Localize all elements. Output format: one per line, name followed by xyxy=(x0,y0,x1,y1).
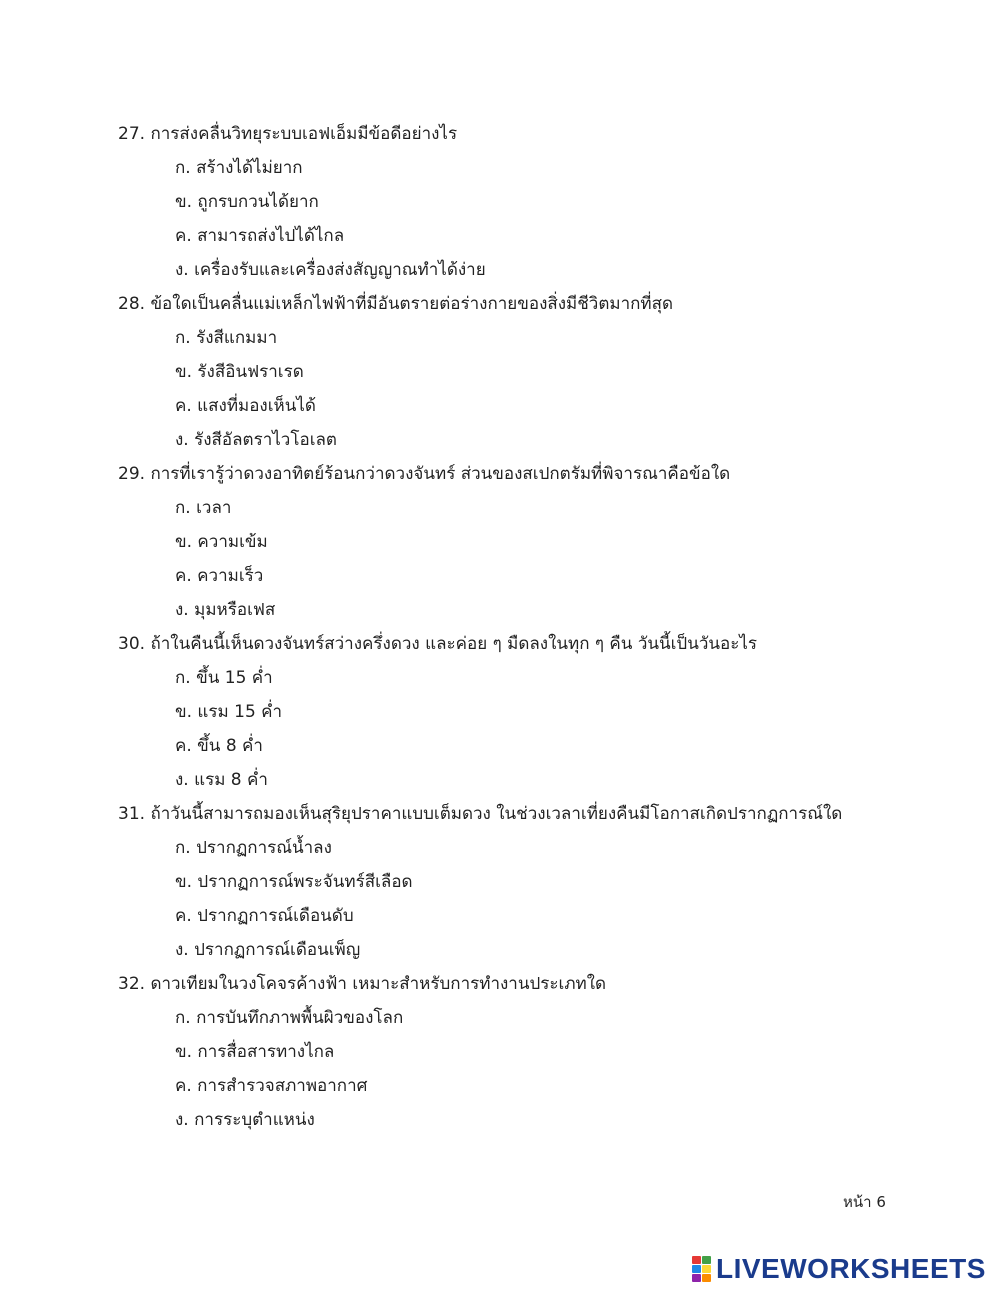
choice-option: ค. ปรากฏการณ์เดือนดับ xyxy=(175,906,354,926)
choice-option: ก. เวลา xyxy=(175,498,232,518)
choice-option: ก. รังสีแกมมา xyxy=(175,328,278,348)
question-text: 31. ถ้าวันนี้สามารถมองเห็นสุริยุปราคาแบบเต็มดวง ในช่วงเวลาเที่ยงคืนมีโอกาสเกิดปรากฏการณ์ใด xyxy=(118,804,843,824)
logo-block xyxy=(702,1256,711,1264)
choice-option: ง. รังสีอัลตราไวโอเลต xyxy=(175,430,337,450)
choice-option: ง. แรม 8 ค่ำ xyxy=(175,770,268,790)
choice-option: ข. ถูกรบกวนได้ยาก xyxy=(175,192,319,212)
page-number: หน้า 6 xyxy=(843,1193,886,1211)
choice-option: ค. การสำรวจสภาพอากาศ xyxy=(175,1076,368,1096)
logo-block xyxy=(692,1274,701,1282)
question-27 xyxy=(118,117,978,287)
liveworksheets-logo xyxy=(692,1254,986,1284)
choice-option: ค. ขึ้น 8 ค่ำ xyxy=(175,736,263,756)
logo-block xyxy=(702,1265,711,1273)
question-29 xyxy=(118,457,978,627)
choice-option: ค. สามารถส่งไปได้ไกล xyxy=(175,226,345,246)
choice-option: ข. การสื่อสารทางไกล xyxy=(175,1042,335,1062)
question-text: 29. การที่เรารู้ว่าดวงอาทิตย์ร้อนกว่าดวงจันทร์ ส่วนของสเปกตรัมที่พิจารณาคือข้อใด xyxy=(118,464,731,484)
brand-name: LIVEWORKSHEETS xyxy=(716,1253,986,1284)
choice-option: ง. ปรากฏการณ์เดือนเพ็ญ xyxy=(175,940,361,960)
choice-option: ข. ปรากฏการณ์พระจันทร์สีเลือด xyxy=(175,872,413,892)
choice-option: ก. สร้างได้ไม่ยาก xyxy=(175,158,303,178)
question-list xyxy=(118,117,978,1137)
question-text: 28. ข้อใดเป็นคลื่นแม่เหล็กไฟฟ้าที่มีอันตรายต่อร่างกายของสิ่งมีชีวิตมากที่สุด xyxy=(118,294,674,314)
question-31 xyxy=(118,797,978,967)
question-30 xyxy=(118,627,978,797)
choice-option: ข. ความเข้ม xyxy=(175,532,268,552)
choice-option: ค. ความเร็ว xyxy=(175,566,264,586)
choice-option: ง. เครื่องรับและเครื่องส่งสัญญาณทำได้ง่าย xyxy=(175,260,486,280)
choice-option: ก. ปรากฏการณ์น้ำลง xyxy=(175,838,332,858)
choice-option: ค. แสงที่มองเห็นได้ xyxy=(175,396,316,416)
logo-block xyxy=(692,1265,701,1273)
liveworksheets-icon xyxy=(692,1256,712,1282)
choice-option: ก. การบันทึกภาพพื้นผิวของโลก xyxy=(175,1008,404,1028)
choice-option: ข. รังสีอินฟราเรด xyxy=(175,362,304,382)
question-32 xyxy=(118,967,978,1137)
question-28 xyxy=(118,287,978,457)
choice-option: ง. มุมหรือเฟส xyxy=(175,600,276,620)
logo-block xyxy=(692,1256,701,1264)
choice-option: ง. การระบุตำแหน่ง xyxy=(175,1110,315,1130)
choice-option: ข. แรม 15 ค่ำ xyxy=(175,702,283,722)
question-text: 30. ถ้าในคืนนี้เห็นดวงจันทร์สว่างครึ่งดวง และค่อย ๆ มืดลงในทุก ๆ คืน วันนี้เป็นวันอะไร xyxy=(118,634,758,654)
question-text: 32. ดาวเทียมในวงโคจรค้างฟ้า เหมาะสำหรับการทำงานประเภทใด xyxy=(118,974,607,994)
question-text: 27. การส่งคลื่นวิทยุระบบเอฟเอ็มมีข้อดีอย่างไร xyxy=(118,124,458,144)
logo-block xyxy=(702,1274,711,1282)
choice-option: ก. ขึ้น 15 ค่ำ xyxy=(175,668,273,688)
